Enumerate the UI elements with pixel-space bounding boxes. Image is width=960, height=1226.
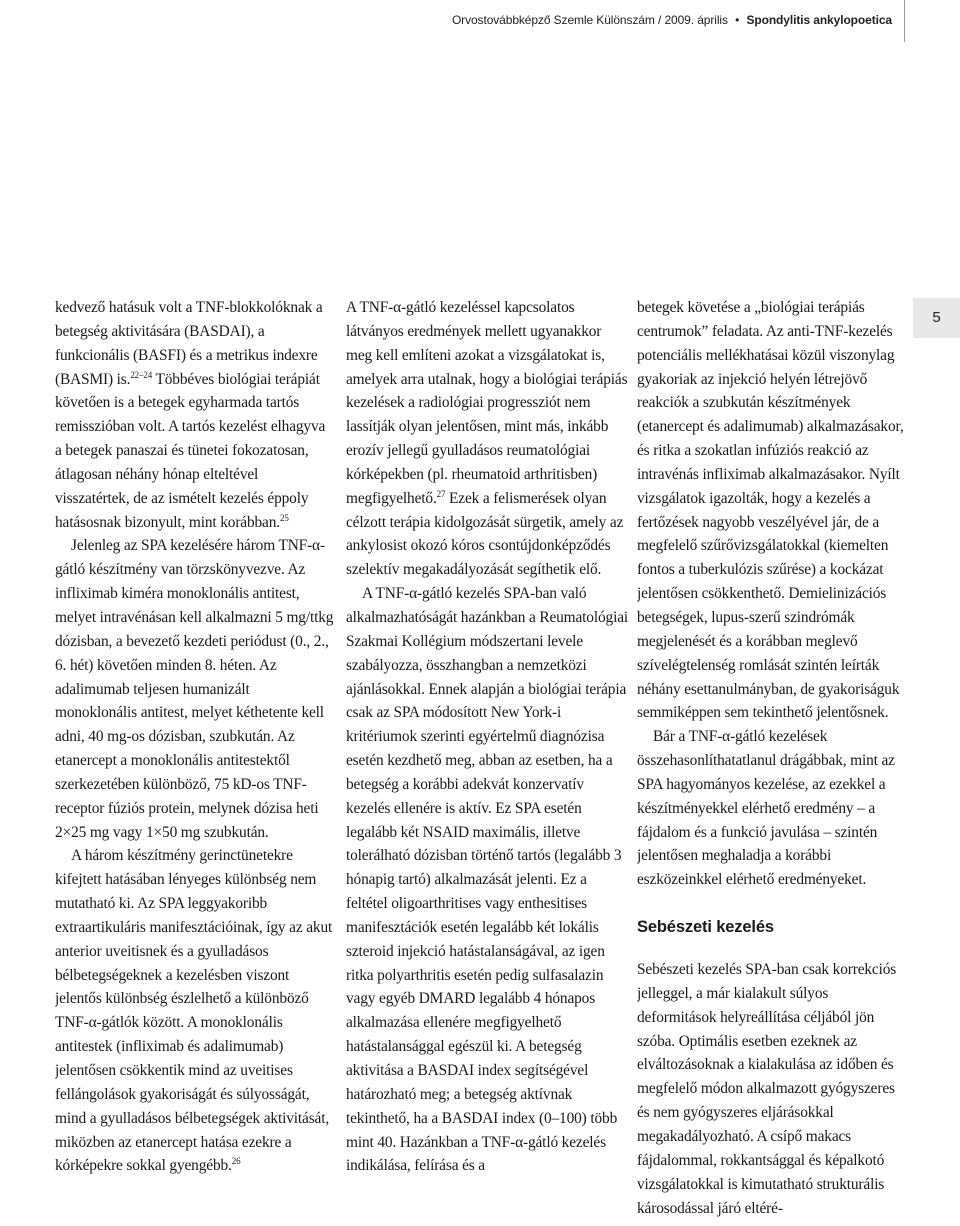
citation: 25 (280, 512, 289, 523)
citation: 26 (231, 1156, 241, 1167)
bullet-separator: • (735, 13, 740, 27)
article-topic: Spondylitis ankylopoetica (746, 13, 892, 27)
text-column-1 (55, 296, 335, 1226)
citation: 22–24 (130, 369, 153, 380)
paragraph: A TNF-α-gátló kezelés SPA-ban való alkalmazhatóságát hazánkban a Reumatológiai Szakmai Kollégium módszertani levele szabályozza, összhangban a nemzetközi ajánlásokkal. Ennek alapján a biológiai terápia csak az SPA módosított New York-i kritériumok szerinti egyértelmű diagnózisa esetén kezdhető meg, abban az esetben, ha a betegség a korábbi adekvát konzervatív kezelés ellenére is aktív. Ez SPA esetén legalább két NSAID maximális, illetve tolerálható dózisban történő tartós (legalább 3 hónapig tartó) alkalmazását jelenti. Ez a feltétel oligoarthritises vagy enthesitises manifesztációk esetén legalább két lokális szteroid injekció hatástalanságával, az igen ritka polyarthritis esetén pedig sulfasalazin vagy egyéb DMARD legalább 4 hónapos alkalmazása ellenére megfigyelhető hatástalansággal egészül ki. A betegség aktivitása a BASDAI index segítségével határozható meg; a betegség aktívnak tekinthető, ha a BASDAI index (0–100) több mint 40. Hazánkban a TNF-α-gátló kezelés indikálása, felírása és a (346, 585, 629, 1175)
running-header (452, 13, 892, 27)
page-number: 5 (913, 298, 960, 338)
paragraph: betegek követése a „biológiai terápiás centrumok” feladata. Az anti-TNF-kezelés potenciális mellékhatásai közül viszonylag gyakoriak az injekció helyén létrejövő reakciók a szubkután készítmények (etanercept és adalimumab) alkalmazásakor, és ritka a szokatlan infúziós reakció az intravénás infliximab alkalmazásakor. Nyílt vizsgálatok igazolták, hogy a kezelés a fertőzések nagyobb veszélyével jár, de a megfelelő szűrővizsgálatokkal (kiemelten fontos a tuberkulózis szűrése) a kockázat jelentősen csökkenthető. Demielinizációs betegségek, lupus-szerű szindrómák megjelenését és a korábban meglevő szívelégtelenség romlását szintén leírták néhány esettanulmányban, de gyakoriságuk semmiképpen sem tekinthető jelentősnek. (637, 299, 904, 722)
paragraph: Bár a TNF-α-gátló kezelések összehasonlíthatatlanul drágábbak, mint az SPA hagyományos kezelése, az ezekkel a készítményekkel elérhető eredmény – a fájdalom és a funkció javulása – szintén jelentősen meghaladja a korábbi eszközeinkkel elérhető eredményeket. (637, 728, 895, 889)
citation: 27 (436, 488, 446, 499)
text-column-3 (637, 296, 907, 1226)
text-column-2 (346, 296, 630, 1226)
section-heading: Sebészeti kezelés (637, 918, 774, 937)
header-divider (904, 0, 905, 42)
paragraph: A három készítmény gerinctünetekre kifejtett hatásában lényeges különbség nem mutatható ki. Az SPA leggyakoribb extraartikuláris manifesztációinak, így az akut anterior uveitisnek és a gyulladásos bélbetegségeknek a kezelésben viszont jelentős különbség észlelhető a különböző TNF-α-gátlók között. A monoklonális antitestek (infliximab és adalimumab) jelentősen csökkentik mind az uveitises fellángolások gyakoriságát és súlyosságát, mind a gyulladásos bélbetegségek aktivitását, miközben az etanercept hatása ezekre a kórképekre sokkal gyengébb.$^{26}$ (55, 847, 333, 1175)
issue-info: Különszám / 2009. április (596, 13, 728, 27)
journal-name: Orvostovábbképző Szemle (451, 13, 594, 27)
paragraph: kedvező hatásuk volt a TNF-blokkolóknak a betegség aktivitására (BASDAI), a funkcionális (BASFI) és a metrikus indexre (BASMI) is.$^{22-24}$ Többéves biológiai terápiát követően is a betegek egyharmada tartós remisszióban volt. A tartós kezelést elhagyva a betegek panaszai és tünetei fokozatosan, átlagosan néhány hónap elteltével visszatértek, de az ismételt kezelés éppoly hatásosnak bizonyult, mint korábban.$^{25}$ (55, 299, 326, 531)
paragraph: Jelenleg az SPA kezelésére három TNF-α-gátló készítmény van törzskönyvezve. Az infliximab kiméra monoklonális antitest, melyet intravénásan kell alkalmazni 5 mg/ttkg dózisban, a bevezető kezdeti periódust (0., 2., 6. hét) követően minden 8. héten. Az adalimumab teljesen humanizált monoklonális antitest, melyet kéthetente kell adni, 40 mg-os dózisban, szubkután. Az etanercept a monoklonális antitestektől szerkezetében különböző, 75 kD-os TNF-receptor fúziós protein, melynek dózisa heti 2×25 mg vagy 1×50 mg szubkután. (55, 537, 334, 841)
paragraph: Sebészeti kezelés SPA-ban csak korrekciós jelleggel, a már kialakult súlyos deformitások helyreállítása céljából jön szóba. Optimális esetben ezeknek az elváltozásoknak a kialakulása az időben és megfelelő módon alkalmazott gyógyszeres és nem gyógyszeres eljárásokkal megakadályozható. A csípő makacs fájdalommal, rokkantsággal és képalkotó vizsgálatokkal is kimutatható strukturális károsodással járó eltéré- (637, 961, 897, 1217)
paragraph: A TNF-α-gátló kezeléssel kapcsolatos látványos eredmények mellett ugyanakkor meg kell említeni azokat a vizsgálatokat is, amelyek arra utalnak, hogy a biológiai terápiás kezelések a radiológiai progressziót nem lassítják olyan jelentősen, mint más, inkább erozív jellegű gyulladásos reumatológiai kórképekben (pl. rheumatoid arthritisben) megfigyelhető.$^{27}$ Ezek a felismerések olyan célzott terápia kidolgozását sürgetik, amely az ankylosist okozó kóros csontújdonképződés szelektív megakadályozását segíthetik elő. (346, 299, 628, 579)
